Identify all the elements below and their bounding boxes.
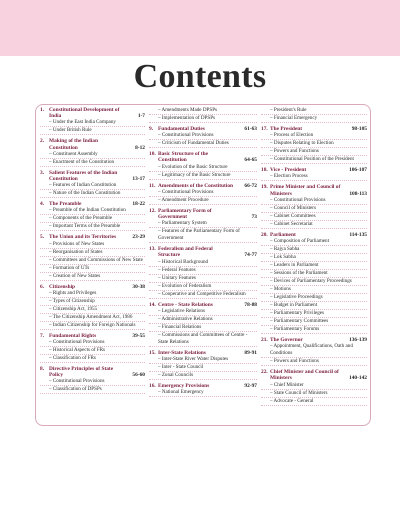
toc-subitem: – Composition of Parliament [261,238,367,246]
toc-section [261,167,367,181]
toc-subitem: – Under the East India Company [40,119,145,127]
section-title: Directive Principles of State Policy [49,366,114,379]
toc-subitem: – Indian Citizenship for Foreign Nationals [40,322,145,330]
toc-subitem: – Committees and Commissions of New State [40,257,145,265]
toc-subitem: – Features of Indian Constitution [40,182,145,190]
section-title: The President [270,126,303,132]
section-number: 20. [261,231,268,238]
toc-subitem: – Financial Emergency [261,115,367,123]
toc-section [261,337,367,366]
section-title: Chief Minister and Council of Ministers [270,369,339,382]
section-number: 7. [40,332,45,339]
toc-section [40,234,145,280]
toc-section-heading[interactable] [149,151,257,163]
section-title: Basic Structure of the Constitution [158,151,209,164]
toc-section-heading[interactable] [261,232,367,238]
toc-subitem: – Leaders in Parliament [261,262,367,270]
toc-subitem: – Cabinet Secretariat [261,221,367,229]
toc-subitem: – Rajya Sabha [261,246,367,254]
section-page-range: 136-139 [349,337,367,344]
toc-subitem: – Sessions of the Parliament [261,270,367,278]
toc-section [149,350,257,380]
section-number: 14. [149,301,156,308]
toc-subitem: – Under British Rule [40,127,145,135]
toc-subitem: – Evolution of Federalism [149,283,257,291]
toc-subitem: – Council of Ministers [261,205,367,213]
toc-subitem: – Components of the Preamble [40,215,145,223]
section-page-range: 56-60 [132,372,145,379]
toc-subitem: – Constitutional Provisions [261,197,367,205]
contents-column-3 [261,107,367,409]
toc-section [40,107,145,135]
section-title: Amendments of the Constitution [158,182,234,189]
contents-column-2 [149,107,257,400]
section-page-range: 39-55 [132,332,145,339]
toc-section-heading[interactable] [149,246,257,258]
section-number: 4. [40,201,45,208]
toc-subitem: – Administrative Relations [149,316,257,324]
section-page-range: 89-91 [244,349,257,356]
section-title: Constitutional Development of India [49,107,120,120]
page-title: Contents [133,58,267,95]
section-title: The Union and its Territories [49,234,117,241]
toc-section [40,201,145,231]
toc-subitem: – Enactment of the Constitution [40,159,145,167]
toc-section [40,366,145,394]
toc-subitem: – Federal Features [149,267,257,275]
section-number: 16. [149,383,156,390]
toc-section [149,208,257,243]
toc-subitem: – Classification of DPSPs [40,386,145,394]
section-title: Emergency Provisions [158,383,210,390]
toc-section [40,138,145,166]
section-number: 11. [149,182,156,189]
section-number: 12. [149,207,156,214]
toc-subitem: – Important Terms of the Preamble [40,223,145,231]
toc-subitem: – Parliamentary System [149,220,257,228]
toc-subitem: – Process of Election [261,132,367,140]
toc-section [261,232,367,334]
toc-subitem: – Advocate - General [261,398,367,406]
toc-subitem: – Unitary Features [149,275,257,283]
toc-section [40,284,145,330]
toc-section-heading[interactable] [149,183,257,189]
toc-subitem: – President's Rule [261,107,367,115]
toc-subitem: – State Council of Ministers [261,390,367,398]
toc-section [261,126,367,164]
section-number: 13. [149,246,156,253]
section-number: 21. [261,337,268,344]
section-title: The Preamble [49,201,82,208]
toc-subitem: – Legislative Proceedings [261,294,367,302]
section-number: 6. [40,283,45,290]
section-page-range: 66-72 [244,182,257,189]
section-title: Parliament [270,231,296,238]
toc-subitem: – National Emergency [149,389,257,397]
section-title: Salient Features of the Indian Constitution [49,169,118,183]
toc-subitem: – Implementation of DPSPs [149,115,257,123]
section-page-range: 98-105 [351,126,367,132]
toc-section [40,170,145,198]
toc-section-heading[interactable] [149,350,257,356]
toc-subitem: – Formation of UTs [40,265,145,273]
toc-section-heading[interactable] [40,366,145,378]
toc-subitem: – Motions [261,286,367,294]
toc-subitem: – Creation of New States [40,273,145,281]
toc-subitem: – Legislative Relations [149,308,257,316]
section-page-range: 1-7 [137,113,145,120]
section-title: Fundamental Duties [158,126,205,132]
toc-section-heading[interactable] [149,383,257,389]
toc-section [149,183,257,205]
section-title: Making of the Indian Constitution [49,138,98,151]
toc-subitem: – Zonal Councils [149,372,257,380]
section-page-range: 64-65 [244,157,257,164]
section-number: 3. [40,169,45,176]
toc-subitem: – Chief Minister [261,382,367,390]
section-page-range: 114-135 [349,231,367,238]
toc-subitem: – Parliamentary Privileges [261,310,367,318]
toc-section [40,333,145,363]
section-number: 8. [40,366,45,373]
toc-subitem: – Lok Sabha [261,254,367,262]
toc-section-heading[interactable] [149,302,257,308]
toc-section-heading[interactable] [40,138,145,150]
toc-subitem: – Cooperative and Competitive Federalism [149,291,257,299]
toc-subitem: – Constitutional Provisions [40,378,145,386]
toc-section [261,184,367,228]
toc-subitem: – Parliamentary Forums [261,326,367,334]
section-number: 15. [149,349,156,356]
toc-subitem: – Appointment, Qualifications, Oath and Conditions [261,343,367,358]
section-page-range: 106-107 [349,167,367,174]
section-page-range: 23-29 [132,234,145,241]
section-page-range: 30-38 [132,283,145,290]
section-number: 19. [261,184,268,191]
section-title: The Governor [270,337,303,344]
section-page-range: 8-12 [135,144,145,151]
toc-section-heading[interactable] [261,126,367,132]
toc-section-heading[interactable] [40,107,145,119]
toc-subitem: – Citizenship Act, 1955 [40,306,145,314]
section-page-range: 92-97 [244,383,257,390]
toc-section-heading[interactable] [40,333,145,339]
toc-subitem: – Financial Relations [149,324,257,332]
section-page-range: 108-113 [349,190,367,197]
section-page-range: 18-22 [132,201,145,208]
section-title: Inter-State Relations [158,349,206,356]
toc-subitem: – Devices of Parliamentary Proceedings [261,278,367,286]
toc-subitem: – Reorganisation of States [40,249,145,257]
toc-subitem: – Powers and Functions [261,358,367,366]
toc-subitem: – Constitutional Provisions [40,339,145,347]
toc-section [149,151,257,179]
toc-subitem: – Amendments Made DPSPs [149,107,257,115]
toc-subitem: – Legitimacy of the Basic Structure [149,172,257,180]
section-number: 10. [149,151,156,158]
section-page-range: 78-88 [244,301,257,308]
toc-subitem: – Budget in Parliament [261,302,367,310]
toc-section [149,302,257,347]
toc-section-heading[interactable] [261,167,367,173]
section-number: 22. [261,369,268,376]
section-page-range: 61-63 [244,126,257,132]
toc-subitem: – Disputes Relating to Election [261,140,367,148]
toc-subitem: – Constitutional Provisions [149,189,257,197]
section-number: 17. [261,126,268,132]
toc-section-heading[interactable] [40,284,145,290]
toc-subitem: – Parliamentary Committees [261,318,367,326]
toc-subitem: – Criticism of Fundamental Duties [149,140,257,148]
toc-subitem: – Constitutional Provisions [149,132,257,140]
toc-subitem: – Constitutional Position of the President [261,156,367,164]
toc-subitem: – The Citizenship Amendment Act, 1986 [40,314,145,322]
toc-section [261,369,367,405]
section-number: 18. [261,167,268,174]
toc-subitem: – Types of Citizenship [40,298,145,306]
section-number: 9. [149,126,154,132]
section-title: Citizenship [49,283,76,290]
section-number: 1. [40,107,45,113]
section-page-range: 74-77 [244,252,257,259]
toc-subitem: – Amendment Procedure [149,197,257,205]
section-title: Parliamentary Form of Government [158,207,212,221]
toc-section-heading[interactable] [149,208,257,220]
toc-subitem: – Cabinet Committees [261,213,367,221]
toc-section-heading[interactable] [40,170,145,182]
toc-subitem: – Nature of the Indian Constitution [40,190,145,198]
continued-items [149,107,257,123]
toc-subitem: – Provisions of New States [40,241,145,249]
section-number: 5. [40,234,45,241]
section-title: Vice - President [270,167,307,174]
toc-subitem: – Inter-State River Water Disputes [149,356,257,364]
toc-subitem: – Classification of FRs [40,355,145,363]
toc-subitem: – Rights and Privileges [40,290,145,298]
toc-section-heading[interactable] [261,184,367,196]
section-page-range: 13-17 [132,176,145,183]
toc-subitem: – Preamble of the Indian Constitution [40,207,145,215]
toc-subitem: – Evolution of the Basic Structure [149,164,257,172]
toc-section-heading[interactable] [149,126,257,132]
toc-subitem: – Commissions and Committees of Centre - State Relations [149,332,257,347]
contents-column-1 [40,107,145,397]
section-number: 2. [40,138,45,145]
toc-subitem: – Powers and Functions [261,148,367,156]
continued-items [261,107,367,123]
section-page-range: 140-142 [349,375,367,382]
toc-section [149,126,257,148]
toc-section [149,383,257,397]
toc-section-heading[interactable] [261,369,367,381]
section-title: Prime Minister and Council of Ministers [270,184,341,197]
section-title: Federalism and Federal Structure [158,246,213,259]
toc-subitem: – Inter - State Council [149,364,257,372]
section-title: Fundamental Rights [49,332,97,339]
toc-section-heading[interactable] [40,234,145,240]
toc-section [149,246,257,298]
section-title: Centre - State Relations [158,301,213,308]
toc-subitem: – Constituent Assembly [40,151,145,159]
toc-subitem: – Election Process [261,173,367,181]
toc-section-heading[interactable] [40,201,145,207]
section-page-range: 73 [251,214,257,221]
toc-subitem: – Features of the Parliamentary Form of Government [149,228,257,243]
toc-subitem: – Historical Aspects of FRs [40,347,145,355]
toc-subitem: – Historical Background [149,259,257,267]
header-band [0,0,400,56]
toc-section-heading[interactable] [261,337,367,343]
